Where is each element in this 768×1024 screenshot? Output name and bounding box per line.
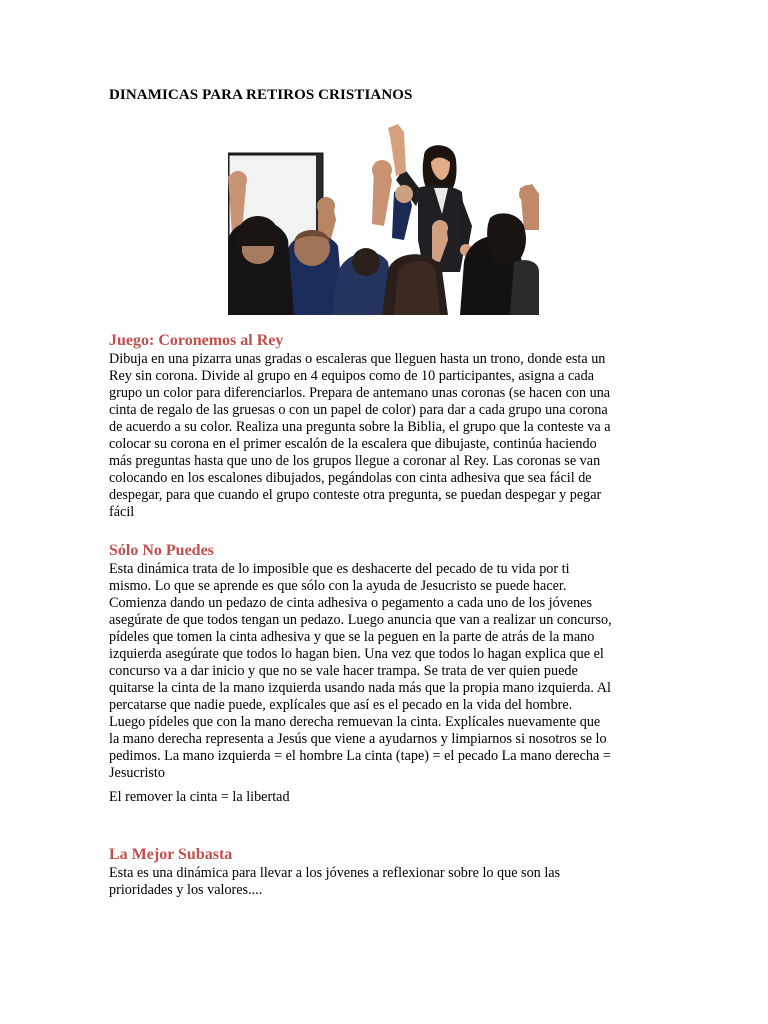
body-line: mismo. Lo que se aprende es que sólo con la ayuda de Jesucristo se puede hacer. [109, 578, 567, 594]
body-line: prioridades y los valores.... [109, 882, 263, 898]
body-line: más preguntas hasta que uno de los grupos llegue a coronar al Rey. Las coronas se van [109, 453, 601, 469]
section-body [109, 561, 661, 782]
body-line: Esta dinámica trata de lo imposible que es deshacerte del pecado de tu vida por ti [109, 561, 570, 577]
body-line: percatarse que nadie puede, explícales que así es el pecado en la vida del hombre. [109, 697, 573, 713]
body-line: la mano derecha representa a Jesús que viene a ayudarnos y limpiarnos si nosotros se lo [109, 731, 607, 747]
section-extra-line: El remover la cinta = la libertad [109, 789, 290, 805]
body-line: pedimos. La mano izquierda = el hombre La cinta (tape) = el pecado La mano derecha = [109, 748, 611, 764]
body-line: asegúrate de que todos tengan un pedazo. Luego anuncia que van a realizar un concurso, [109, 612, 612, 628]
body-line: concurso va a dar inicio y que no se vale hacer trampa. Se trata de ver quien puede [109, 663, 578, 679]
section-coronemos-al-rey [109, 331, 661, 521]
body-line: fácil [109, 504, 135, 520]
body-line: quitarse la cinta de la mano izquierda usando nada más que la propia mano izquierda. Al [109, 680, 611, 696]
body-line: colocar su corona en el primer escalón de la escalera que dibujaste, continúa haciendo [109, 436, 597, 452]
body-line: cinta de regalo de las gruesas o con un papel de color) para dar a cada grupo una corona [109, 402, 608, 418]
section-body [109, 865, 661, 899]
photo-classroom-raised-fists [228, 122, 539, 315]
body-line: Luego pídeles que con la mano derecha remuevan la cinta. Explícales nuevamente que [109, 714, 601, 730]
body-line: colocando en los escalones dibujados, pegándolas con cinta adhesiva que sea fácil de [109, 470, 592, 486]
body-line: despegar, para que cuando el grupo conteste otra pregunta, se puedan despegar y pegar [109, 487, 602, 503]
section-la-mejor-subasta [109, 845, 661, 899]
section-heading: Juego: Coronemos al Rey [109, 332, 284, 349]
body-line: Esta es una dinámica para llevar a los jóvenes a reflexionar sobre lo que son las [109, 865, 561, 881]
section-solo-no-puedes [109, 541, 661, 806]
section-body [109, 351, 661, 521]
body-line: grupo un color para diferenciarlos. Prepara de antemano unas coronas (se hacen con una [109, 385, 611, 401]
body-line: Jesucristo [109, 765, 165, 781]
body-line: izquierda asegúrate que todos lo hagan bien. Una vez que todos lo hagan explica que el [109, 646, 604, 662]
body-line: Dibuja en una pizarra unas gradas o escaleras que lleguen hasta un trono, donde esta un [109, 351, 606, 367]
body-line: pídeles que tomen la cinta adhesiva y que se la peguen en la parte de atrás de la mano [109, 629, 595, 645]
section-heading: La Mejor Subasta [109, 846, 233, 863]
body-line: Comienza dando un pedazo de cinta adhesiva o pegamento a cada uno de los jóvenes [109, 595, 592, 611]
body-line: de acuerdo a su color. Realiza una pregunta sobre la Biblia, el grupo que la conteste va a [109, 419, 611, 435]
body-line: Rey sin corona. Divide al grupo en 4 equipos como de 10 participantes, asigna a cada [109, 368, 594, 384]
document-title: DINAMICAS PARA RETIROS CRISTIANOS [109, 87, 413, 103]
section-heading: Sólo No Puedes [109, 542, 214, 559]
